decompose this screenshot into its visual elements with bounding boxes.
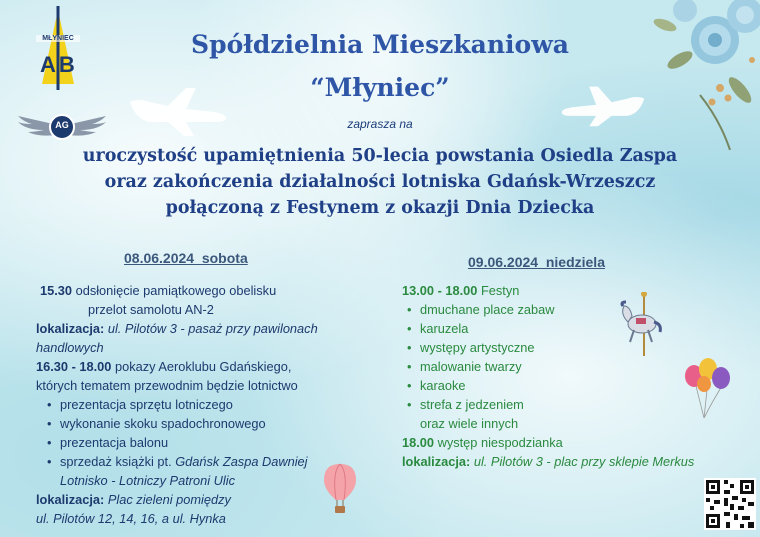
book-title-b-text: Lotnisko - Lotniczy Patroni Ulic bbox=[60, 473, 235, 488]
page-title-line1: Spółdzielnia Mieszkaniowa bbox=[191, 30, 569, 59]
list-item-extra: oraz wiele innych bbox=[420, 416, 519, 431]
list-item: • występy artystyczne bbox=[420, 338, 535, 357]
subtitle-line3: połączoną z Festynem z okazji Dnia Dziecka bbox=[165, 198, 595, 218]
sunday-location-text: ul. Pilotów 3 - plac przy sklepie Merkus bbox=[470, 454, 695, 469]
saturday-date: 08.06.2024 sobota bbox=[124, 250, 248, 266]
sunday-event-2-text: występ niespodzianka bbox=[434, 435, 563, 450]
subtitle-line1: uroczystość upamiętnienia 50-lecia powstania Osiedla Zaspa bbox=[82, 146, 678, 166]
list-item: • dmuchane place zabaw bbox=[420, 300, 554, 319]
page-title-line2: “Młyniec” bbox=[310, 73, 450, 102]
book-title-b bbox=[60, 471, 235, 490]
badge-letters: AG bbox=[55, 120, 69, 130]
saturday-event-2-theme: których tematem przewodnim będzie lotnictwo bbox=[36, 378, 298, 393]
list-item: • prezentacja sprzętu lotniczego bbox=[60, 395, 233, 414]
invite-text: zaprasza na bbox=[347, 117, 413, 131]
sunday-location bbox=[402, 452, 694, 471]
saturday-event-1-flyover: przelot samolotu AN-2 bbox=[88, 302, 214, 317]
sunday-event-1 bbox=[402, 281, 519, 300]
hot-air-balloon-icon bbox=[322, 462, 358, 514]
sunday-time-1: 13.00 - 18.00 bbox=[402, 283, 478, 298]
saturday-event-1-text: odsłonięcie pamiątkowego obelisku bbox=[72, 283, 277, 298]
sunday-time-2: 18.00 bbox=[402, 435, 435, 450]
logo-name: MŁYNIEC bbox=[36, 35, 80, 42]
saturday-event-2-text: pokazy Aeroklubu Gdańskiego, bbox=[111, 359, 292, 374]
sunday-date: 09.06.2024 niedziela bbox=[468, 254, 605, 270]
saturday-time-1: 15.30 bbox=[40, 283, 73, 298]
list-item: • wykonanie skoku spadochronowego bbox=[60, 414, 266, 433]
saturday-location-1-a: ul. Pilotów 3 - pasaż przy pawilonach bbox=[104, 321, 318, 336]
saturday-location-2-b-text: ul. Pilotów 12, 14, 16, a ul. Hynka bbox=[36, 511, 226, 526]
list-item: • karaoke bbox=[420, 376, 466, 395]
book-title-a: Gdańsk Zaspa Dawniej bbox=[175, 454, 308, 469]
saturday-location-2-b bbox=[36, 509, 226, 528]
saturday-event-2 bbox=[36, 357, 291, 376]
saturday-location-1 bbox=[36, 319, 318, 338]
list-item: • prezentacja balonu bbox=[60, 433, 168, 452]
list-item: • malowanie twarzy bbox=[420, 357, 522, 376]
saturday-location-1-b bbox=[36, 338, 104, 357]
carousel-horse-icon bbox=[614, 292, 666, 356]
list-item: • strefa z jedzeniem bbox=[420, 395, 524, 414]
location-label: lokalizacja: bbox=[402, 454, 471, 469]
list-item-book bbox=[60, 452, 308, 471]
book-sale-text: sprzedaż książki pt. bbox=[60, 454, 176, 469]
location-label: lokalizacja: bbox=[36, 492, 105, 507]
location-label: lokalizacja: bbox=[36, 321, 105, 336]
saturday-location-2 bbox=[36, 490, 231, 509]
sunday-event-1-text: Festyn bbox=[477, 283, 520, 298]
qr-code-icon bbox=[704, 478, 756, 530]
sunday-event-2 bbox=[402, 433, 563, 452]
saturday-location-2-a: Plac zieleni pomiędzy bbox=[104, 492, 231, 507]
saturday-location-1-b-text: handlowych bbox=[36, 340, 104, 355]
list-item: • karuzela bbox=[420, 319, 468, 338]
logo-letters: AB bbox=[40, 52, 78, 77]
saturday-time-2: 16.30 - 18.00 bbox=[36, 359, 112, 374]
balloons-icon bbox=[682, 356, 732, 418]
subtitle-line2: oraz zakończenia działalności lotniska Gdańsk-Wrzeszcz bbox=[104, 172, 656, 192]
saturday-event-1 bbox=[40, 281, 276, 300]
